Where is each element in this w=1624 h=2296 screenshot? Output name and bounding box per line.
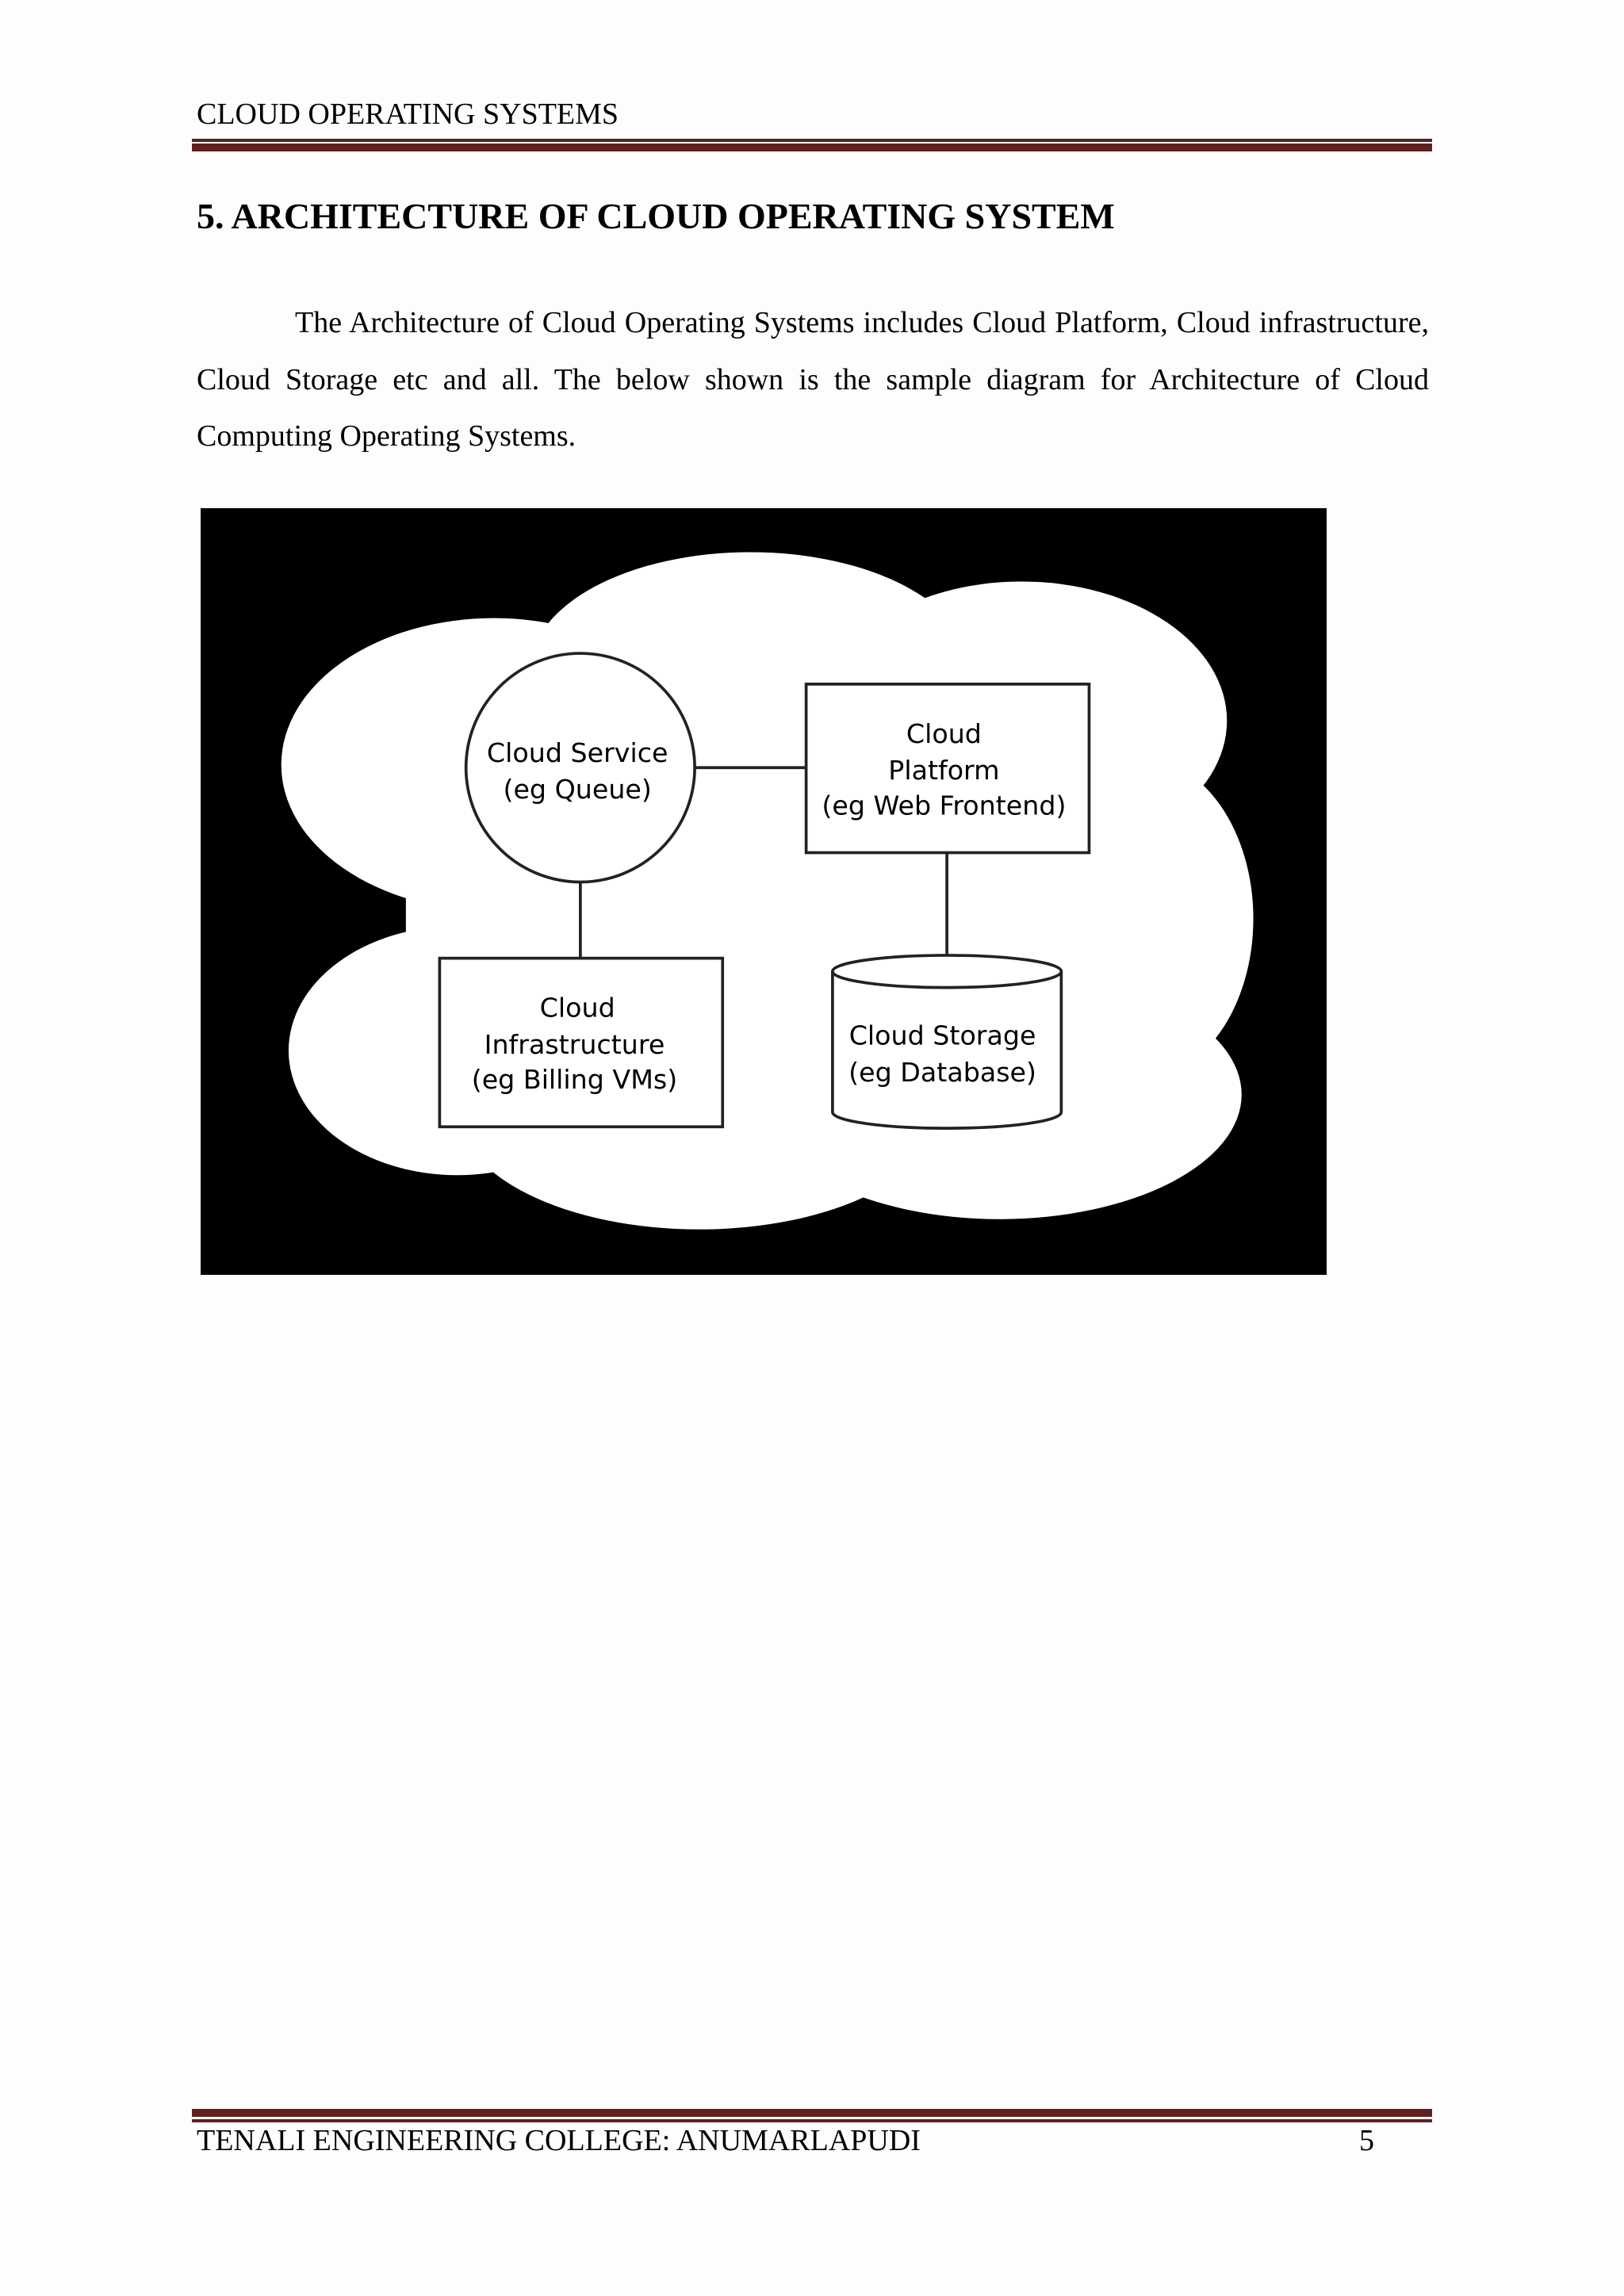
page-number: 5	[1359, 2124, 1374, 2157]
service-label-2: (eg Queue)	[503, 774, 652, 806]
footer-rule-thick	[192, 2109, 1432, 2117]
infrastructure-label-1: Cloud	[539, 992, 615, 1024]
running-header: CLOUD OPERATING SYSTEMS	[197, 98, 619, 131]
header-rule-thin	[192, 139, 1432, 142]
service-label-1: Cloud Service	[486, 737, 668, 768]
infrastructure-label-2: Infrastructure	[484, 1028, 665, 1060]
header-rule-thick	[192, 144, 1432, 151]
platform-label-3: (eg Web Frontend)	[822, 790, 1067, 821]
section-title: 5. ARCHITECTURE OF CLOUD OPERATING SYSTEM	[197, 196, 1115, 236]
platform-label-2: Platform	[888, 755, 1000, 786]
cloud-shape	[282, 552, 1254, 1229]
storage-label-1: Cloud Storage	[848, 1020, 1036, 1051]
architecture-diagram	[201, 508, 1327, 1275]
infrastructure-label-3: (eg Billing VMs)	[471, 1064, 678, 1096]
body-paragraph: The Architecture of Cloud Operating Systems includes Cloud Platform, Cloud infrastructure, Cloud Storage etc and all. The below shown is the sample diagram for Architecture of Cloud Computing Operating Systems.	[197, 306, 1429, 453]
platform-label-1: Cloud	[906, 718, 982, 749]
footer-college: TENALI ENGINEERING COLLEGE: ANUMARLAPUDI	[197, 2124, 921, 2157]
storage-label-2: (eg Database)	[848, 1056, 1036, 1088]
footer-rule-thin	[192, 2119, 1432, 2122]
